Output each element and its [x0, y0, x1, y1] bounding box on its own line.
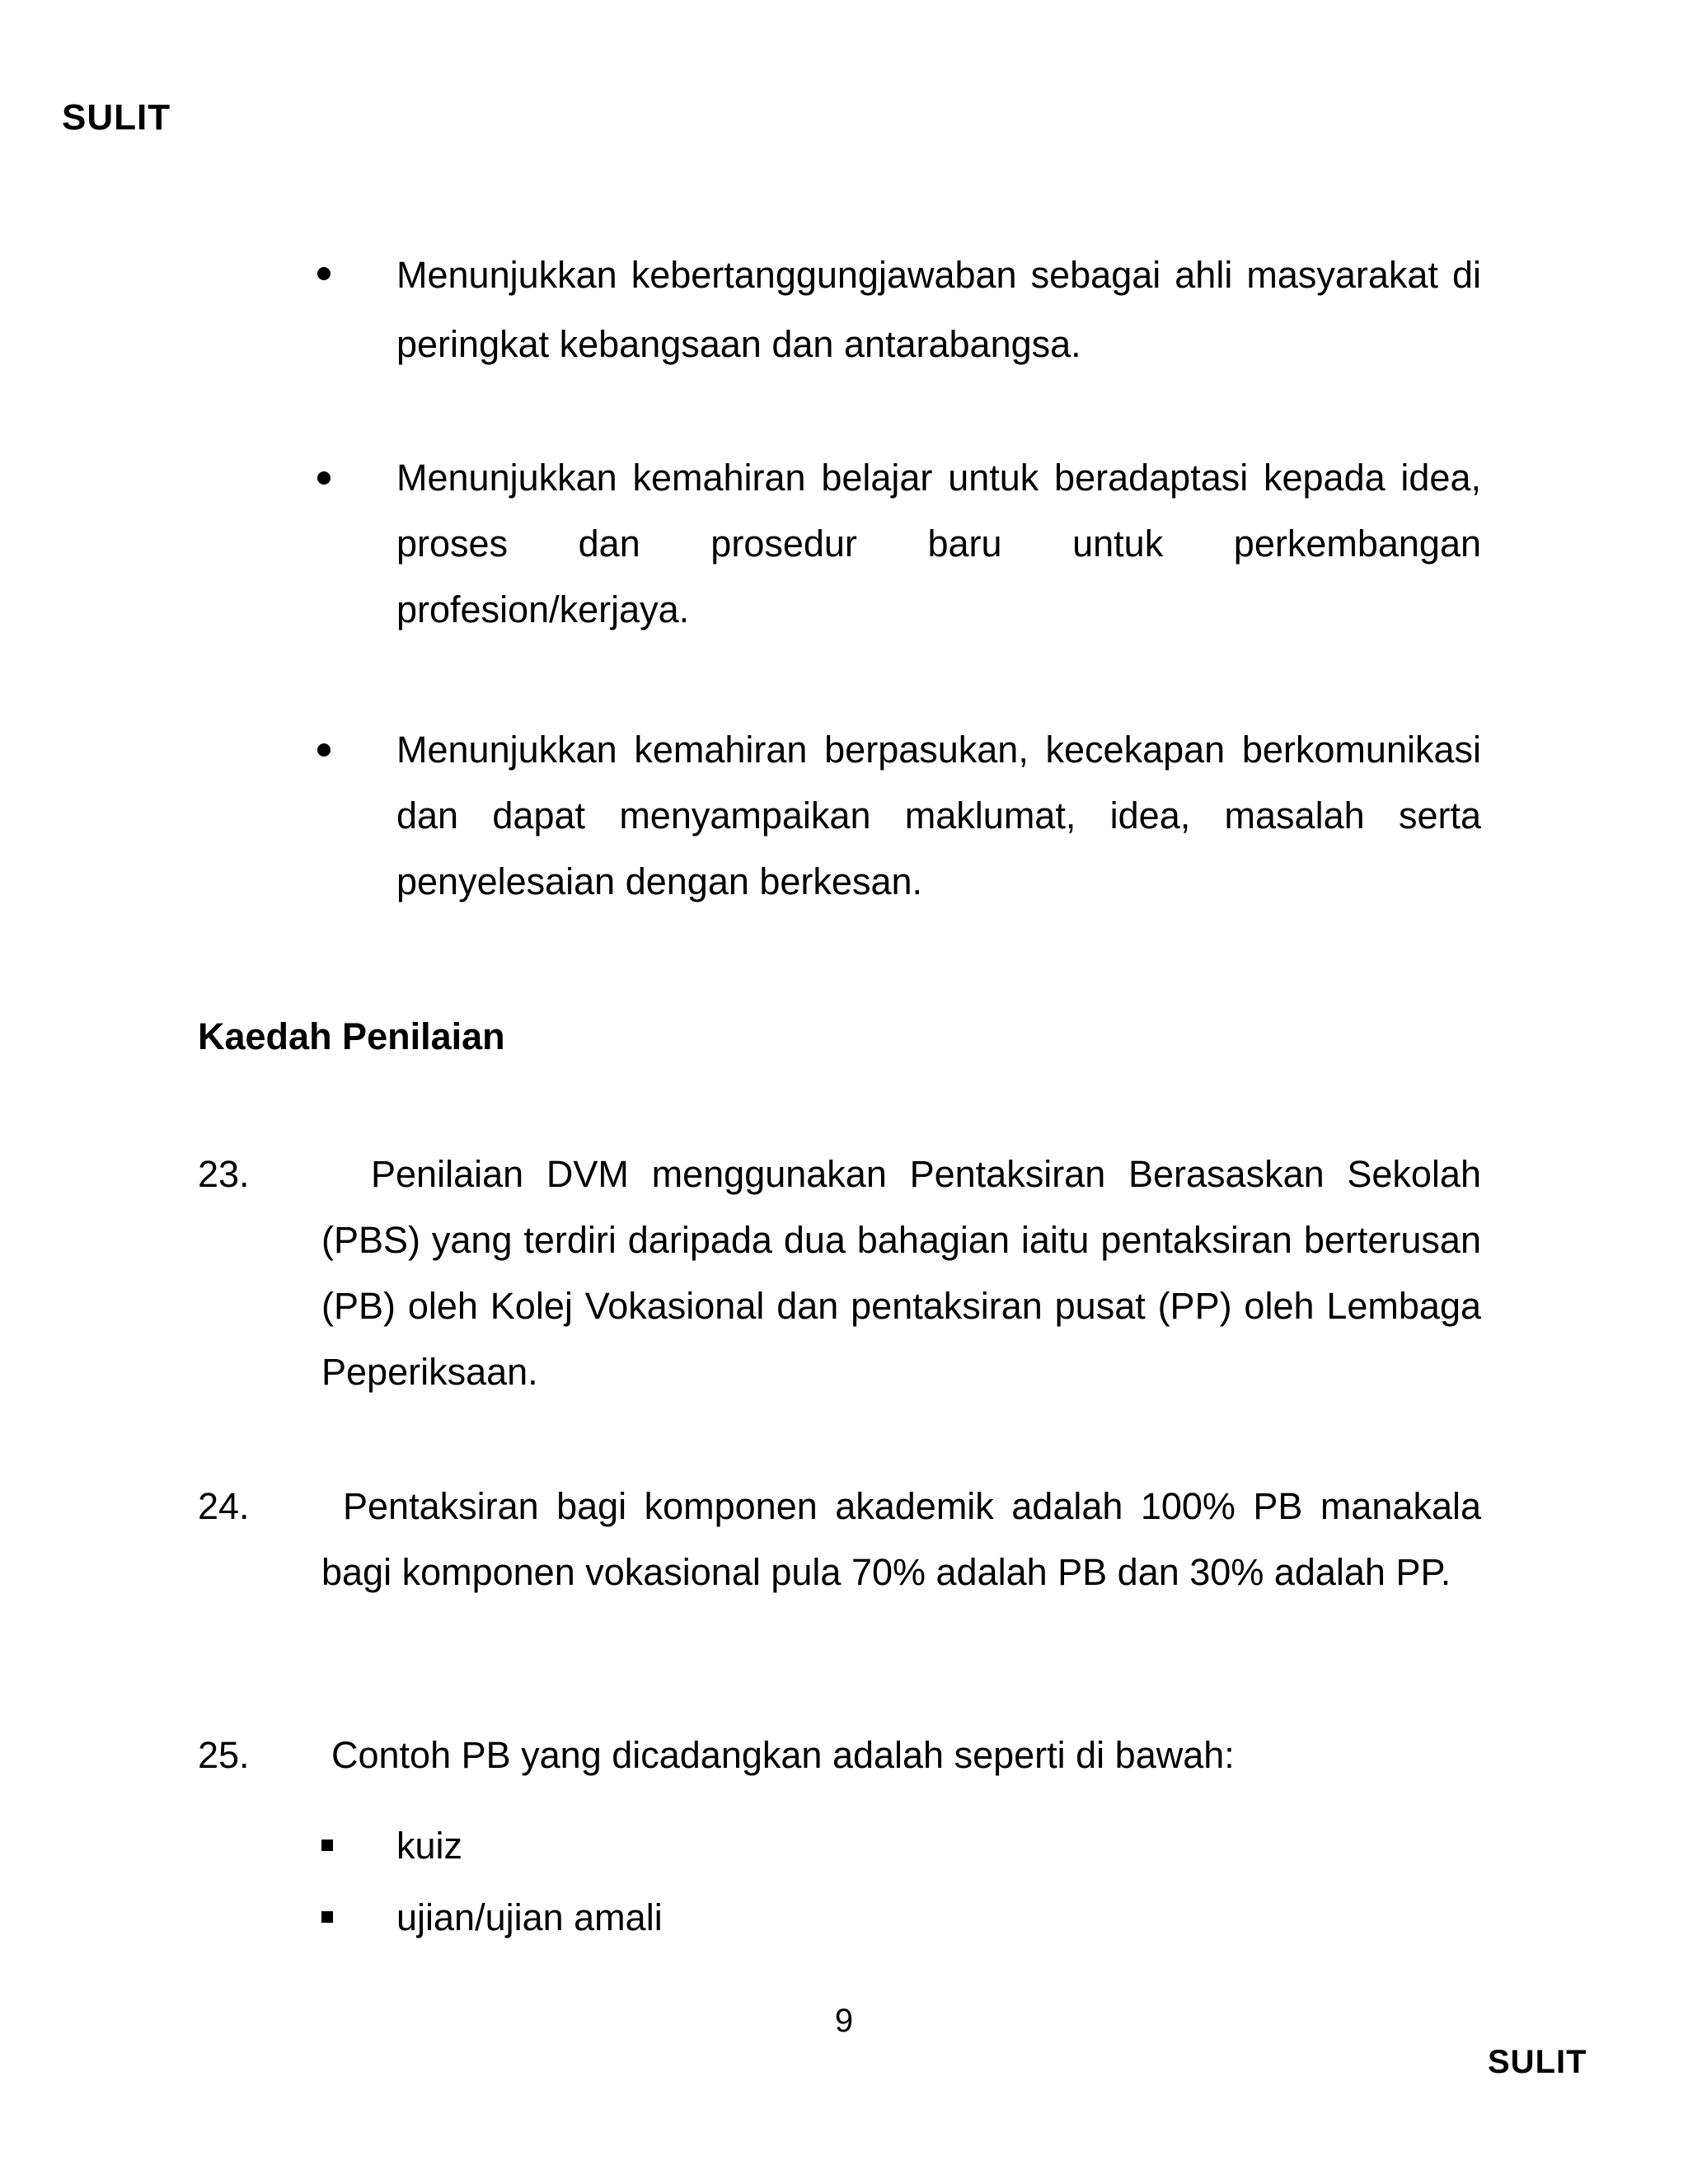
square-bullet-icon — [321, 1911, 333, 1923]
bullet-text: Menunjukkan kebertanggungjawaban sebagai ahli masyarakat di peringkat kebangsaan dan antarabangsa. — [396, 254, 1481, 365]
list-item — [321, 1813, 1475, 1879]
bullet-dot-icon — [317, 471, 331, 485]
header-classification: SULIT — [62, 97, 171, 138]
bullet-item — [317, 717, 1481, 923]
numbered-paragraph — [198, 1141, 1481, 1413]
list-item-text: ujian/ujian amali — [396, 1896, 663, 1938]
bullet-dot-icon — [317, 743, 331, 757]
paragraph-text: Pentaksiran bagi komponen akademik adalah 100% PB manakala bagi komponen vokasional pula 70% adalah PB dan 30% adalah PP. — [321, 1485, 1481, 1593]
bullet-item — [317, 445, 1481, 651]
paragraph-number: 24. — [198, 1485, 250, 1527]
paragraph-text: Penilaian DVM menggunakan Pentaksiran Berasaskan Sekolah (PBS) yang terdiri daripada dua bahagian iaitu pentaksiran berterusan (PB) oleh Kolej Vokasional dan pentaksiran pusat (PP) oleh Lembaga Peperiksaan. — [321, 1153, 1481, 1393]
page-number: 9 — [834, 2003, 854, 2039]
list-item-text: kuiz — [396, 1825, 463, 1867]
bullet-item — [317, 241, 1481, 381]
paragraph-number: 23. — [198, 1153, 250, 1195]
section-heading: Kaedah Penilaian — [198, 1015, 505, 1057]
footer-classification: SULIT — [1488, 2044, 1587, 2080]
numbered-paragraph — [198, 1474, 1481, 1680]
numbered-paragraph — [198, 1722, 1481, 1788]
paragraph-number: 25. — [198, 1734, 250, 1776]
bullet-text: Menunjukkan kemahiran berpasukan, kecekapan berkomunikasi dan dapat menyampaikan maklumat, idea, masalah serta penyelesaian dengan berkesan. — [396, 729, 1481, 902]
square-bullet-icon — [321, 1840, 333, 1851]
bullet-dot-icon — [317, 267, 331, 280]
list-item — [321, 1885, 1475, 1951]
paragraph-text: Contoh PB yang dicadangkan adalah seperti di bawah: — [331, 1734, 1235, 1776]
bullet-text: Menunjukkan kemahiran belajar untuk beradaptasi kepada idea, proses dan prosedur baru untuk perkembangan profesion/kerjaya. — [396, 457, 1481, 630]
